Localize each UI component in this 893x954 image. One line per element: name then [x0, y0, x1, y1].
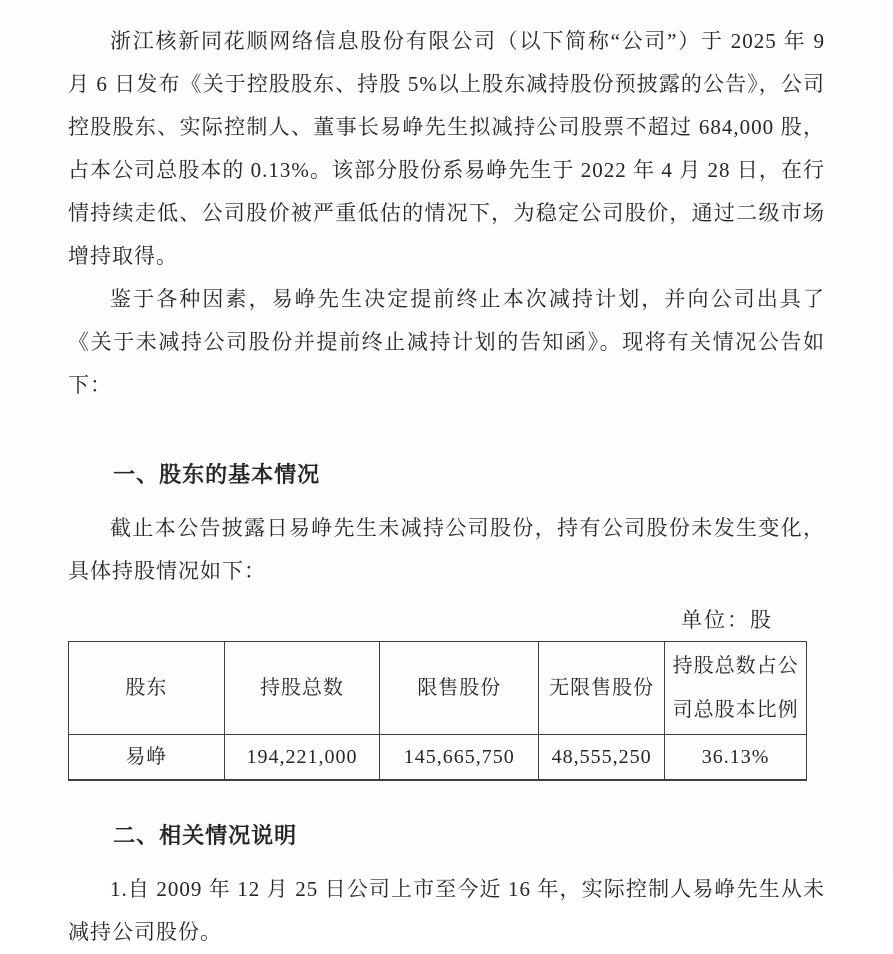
- table-row: [69, 735, 807, 780]
- header-shareholder: 股东: [69, 642, 225, 735]
- header-ratio: 持股总数占公司总股本比例: [665, 642, 807, 735]
- section2-paragraph: 1.自 2009 年 12 月 25 日公司上市至今近 16 年，实际控制人易峥先生从未减持公司股份。: [68, 877, 825, 944]
- cell-total-shares: 194,221,000: [224, 735, 380, 780]
- table-header-row: [69, 642, 807, 735]
- cell-unrestricted-shares: 48,555,250: [539, 735, 665, 780]
- section2-heading: 二、相关情况说明: [113, 823, 298, 848]
- intro-paragraph-2: 鉴于各种因素，易峥先生决定提前终止本次减持计划，并向公司出具了《关于未减持公司股份并提前终止减持计划的告知函》。现将有关情况公告如下：: [68, 287, 825, 397]
- unit-label: 单位：股: [681, 608, 773, 632]
- header-total-shares: 持股总数: [224, 642, 380, 735]
- cell-restricted-shares: 145,665,750: [380, 735, 539, 780]
- section1-heading: 一、股东的基本情况: [113, 462, 321, 487]
- section1-paragraph: 截止本公告披露日易峥先生未减持公司股份，持有公司股份未发生变化，具体持股情况如下：: [68, 516, 825, 583]
- shareholding-table: [68, 641, 807, 780]
- header-unrestricted-shares: 无限售股份: [539, 642, 665, 735]
- intro-paragraph-1: 浙江核新同花顺网络信息股份有限公司（以下简称“公司”）于 2025 年 9 月 6 日发布《关于控股股东、持股 5%以上股东减持股份预披露的公告》，公司控股股东、实际控制人、董事长易峥先生拟减持公司股票不超过 684,000 股，占本公司总股本的 0.13%。该部分股份系易峥先生于 2022 年 4 月 28 日，在行情持续走低、公司股价被严重低估的情况下，为稳定公司股价，通过二级市场增持取得。: [68, 29, 825, 268]
- header-restricted-shares: 限售股份: [380, 642, 539, 735]
- cell-ratio: 36.13%: [665, 735, 807, 780]
- cell-shareholder: 易峥: [69, 735, 225, 780]
